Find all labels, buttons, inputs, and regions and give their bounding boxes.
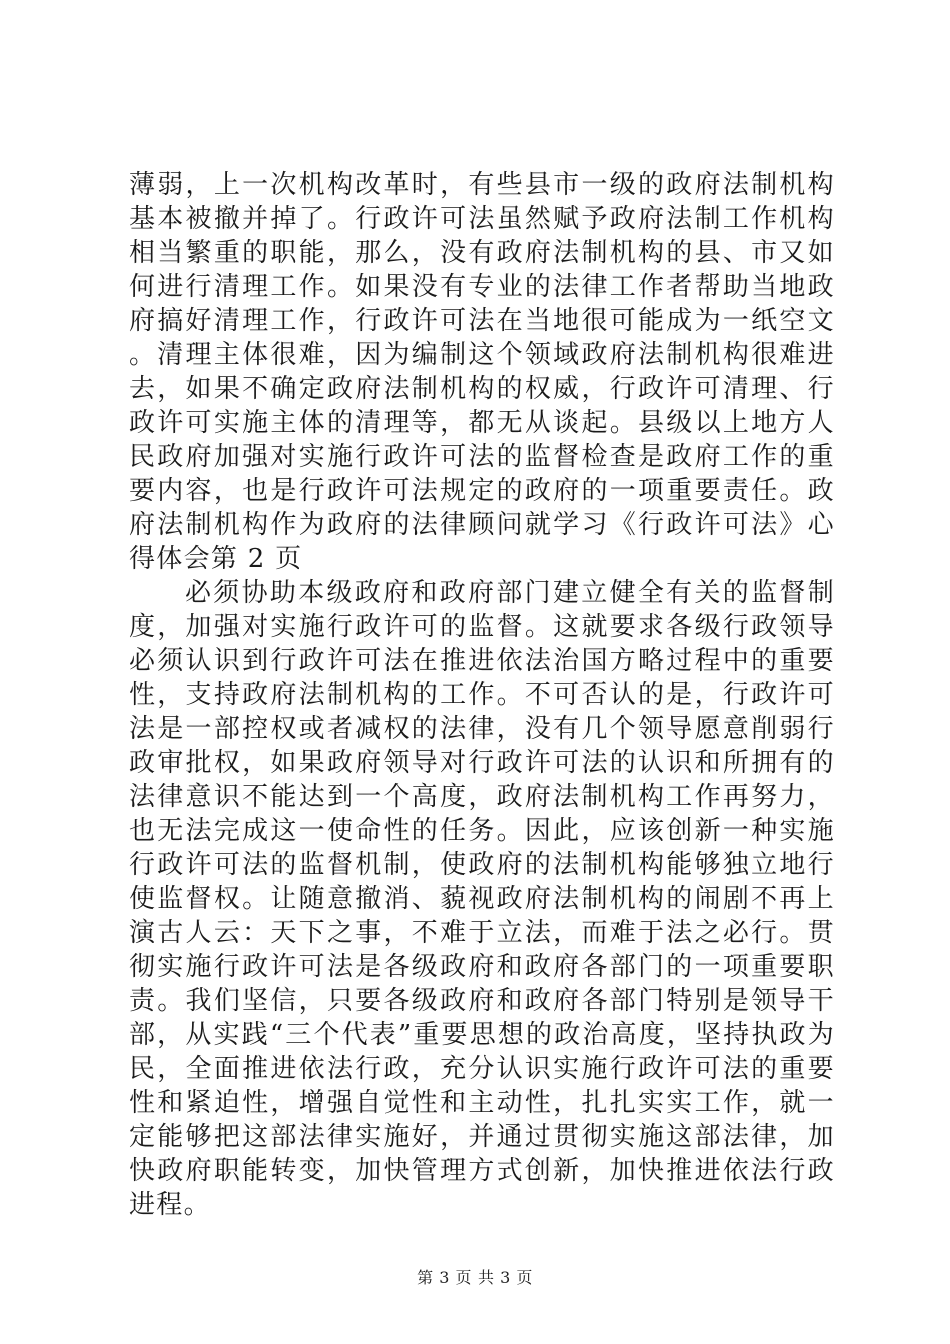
page-number: 第 3 页 (417, 1268, 472, 1287)
page-footer (0, 1268, 950, 1288)
body-text (129, 168, 835, 1222)
page-total: 共 3 页 (478, 1268, 533, 1287)
paragraph-main: 必须协助本级政府和政府部门建立健全有关的监督制度，加强对实施行政许可的监督。这就要求各级行政领导必须认识到行政许可法在推进依法治国方略过程中的重要性，支持政府法制机构的工作。不可否认的是，行政许可法是一部控权或者减权的法律，没有几个领导愿意削弱行政审批权，如果政府领导对行政许可法的认识和所拥有的法律意识不能达到一个高度，政府法制机构工作再努力，也无法完成这一使命性的任务。因此，应该创新一种实施行政许可法的监督机制，使政府的法制机构能够独立地行使监督权。让随意撤消、藐视政府法制机构的闹剧不再上演古人云：天下之事，不难于立法，而难于法之必行。贯彻实施行政许可法是各级政府和政府各部门的一项重要职责。我们坚信，只要各级政府和政府各部门特别是领导干部，从实践“三个代表”重要思想的政治高度，坚持执政为民，全面推进依法行政，充分认识实施行政许可法的重要性和紧迫性，增强自觉性和主动性，扎扎实实工作，就一定能够把这部法律实施好，并通过贯彻实施这部法律，加快政府职能转变，加快管理方式创新，加快推进依法行政进程。 (129, 578, 835, 1220)
paragraph-continuation: 薄弱，上一次机构改革时，有些县市一级的政府法制机构基本被撤并掉了。行政许可法虽然赋予政府法制工作机构相当繁重的职能，那么，没有政府法制机构的县、市又如何进行清理工作。如果没有专业的法律工作者帮助当地政府搞好清理工作，行政许可法在当地很可能成为一纸空文。清理主体很难，因为编制这个领域政府法制机构很难进去，如果不确定政府法制机构的权威，行政许可清理、行政许可实施主体的清理等，都无从谈起。县级以上地方人民政府加强对实施行政许可法的监督检查是政府工作的重要内容，也是行政许可法规定的政府的一项重要责任。政府法制机构作为政府的法律顾问就学习《行政许可法》心得体会第 2 页 (129, 170, 835, 574)
